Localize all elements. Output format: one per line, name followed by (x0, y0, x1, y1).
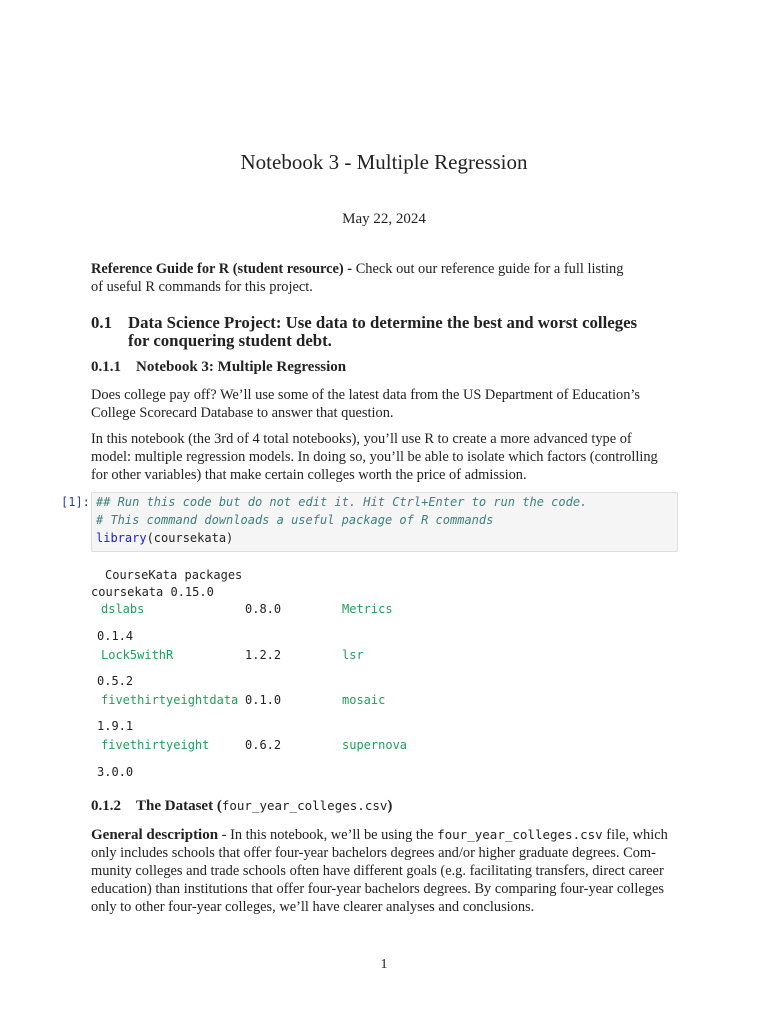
code-comment-line-1: ## Run this code but do not edit it. Hit Ctrl+Enter to run the code. (96, 495, 588, 509)
subsection-heading-notebook-3 (91, 359, 346, 376)
package-name: dslabs (101, 602, 145, 616)
general-line-2: only includes schools that offer four-year bachelors degrees and/or higher graduate degrees. Com- (91, 845, 656, 861)
output-coursekata-version: coursekata 0.15.0 (91, 585, 214, 599)
general-line-5: only to other four-year colleges, we’ll have clearer analyses and conclusions. (91, 899, 535, 915)
section-title-line-2: for conquering student debt. (128, 331, 332, 350)
general-line-4: education) than institutions that offer four-year bachelors degrees. By comparing four-year colleges (91, 881, 664, 897)
package-version: 0.8.0 (245, 602, 282, 616)
package-name: Metrics (342, 602, 393, 616)
package-version: 0.6.2 (245, 738, 282, 752)
package-version: 3.0.0 (97, 765, 134, 779)
general-description-label: General description (91, 827, 219, 843)
library-argument: (coursekata) (146, 531, 234, 545)
section-heading-data-science-project (91, 314, 691, 350)
dataset-filename: four_year_colleges.csv (437, 827, 603, 842)
code-comment-line-2: # This command downloads a useful package of R commands (96, 513, 494, 527)
subsection-title: Notebook 3: Multiple Regression (136, 359, 347, 375)
page-number: 1 (380, 957, 388, 972)
package-name: fivethirtyeight (101, 738, 210, 752)
reference-guide-paragraph (91, 260, 679, 296)
code-library-line (96, 530, 233, 547)
subsection-title-close: ) (387, 798, 393, 814)
library-function: library (96, 531, 147, 545)
description-line-1: In this notebook (the 3rd of 4 total notebooks), you’ll use R to create a more advanced type of (91, 431, 632, 447)
intro-paragraph (91, 386, 679, 422)
subsection-number: 0.1.1 (91, 359, 121, 375)
package-name: lsr (342, 648, 364, 662)
code-cell-prompt: [1]: (61, 495, 90, 509)
package-version: 0.1.4 (97, 629, 134, 643)
subsection-title: The Dataset ( (136, 798, 222, 814)
general-description-paragraph (91, 826, 679, 916)
document-date: May 22, 2024 (342, 211, 426, 227)
package-name: mosaic (342, 693, 386, 707)
description-line-3: for other variables) that make certain colleges worth the price of admission. (91, 467, 527, 483)
package-version: 0.5.2 (97, 674, 134, 688)
reference-guide-text-2: of useful R commands for this project. (91, 279, 313, 295)
package-version: 0.1.0 (245, 693, 282, 707)
general-line-3: munity colleges and trade schools often have different goals (e.g. facilitating transfers, direct career (91, 863, 664, 879)
package-name: supernova (342, 738, 408, 752)
package-version: 1.2.2 (245, 648, 282, 662)
reference-guide-label: Reference Guide for R (student resource) - (91, 261, 353, 277)
intro-line-2: College Scorecard Database to answer that question. (91, 405, 394, 421)
subsection-heading-dataset (91, 798, 392, 815)
dataset-filename: four_year_colleges.csv (221, 798, 388, 813)
package-version: 1.9.1 (97, 719, 134, 733)
reference-guide-text: Check out our reference guide for a full listing (352, 261, 624, 277)
intro-line-1: Does college pay off? We’ll use some of the latest data from the US Department of Education’s (91, 387, 640, 403)
code-cell[interactable] (91, 492, 678, 552)
output-header: CourseKata packages (105, 568, 243, 582)
section-number: 0.1 (91, 313, 112, 332)
description-line-2: model: multiple regression models. In doing so, you’ll be able to isolate which factors (controlling (91, 449, 658, 465)
package-name: Lock5withR (101, 648, 174, 662)
document-title: Notebook 3 - Multiple Regression (240, 150, 528, 174)
general-text: - In this notebook, we’ll be using the (218, 827, 438, 843)
notebook-description-paragraph (91, 430, 679, 484)
general-text: file, which (602, 827, 668, 843)
subsection-number: 0.1.2 (91, 798, 121, 814)
package-name: fivethirtyeightdata (101, 693, 239, 707)
section-title-line-1: Data Science Project: Use data to determine the best and worst colleges (128, 313, 638, 332)
